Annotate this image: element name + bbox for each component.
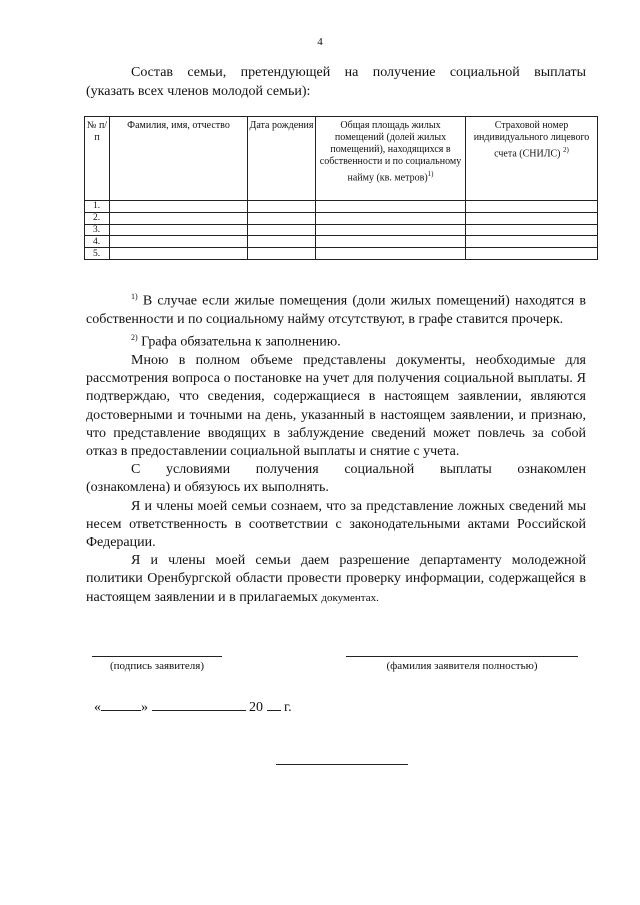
footnote-1-text: В случае если жилые помещения (доли жилых помещений) находятся в собственности и по социальному найму отсутствуют, в графе ставится прочерк. [86,293,587,327]
cell-snils[interactable] [466,236,598,248]
paragraph-permission: Я и члены моей семьи даем разрешение департаменту молодежной политики Оренбургской области провести проверку информации, содержащейся в настоящем заявлении и в прилагаемых документах. [86,553,586,605]
date-line [94,698,292,716]
table-row [85,224,598,236]
cell-snils[interactable] [466,248,598,260]
cell-snils[interactable] [466,201,598,213]
cell-area[interactable] [316,201,466,213]
row-number: 2. [85,212,110,224]
paragraph-documents: Мною в полном объеме представлены документы, необходимые для рассмотрения вопроса о постановке на учет для получения социальной выплаты. Я подтверждаю, что сведения, содержащиеся в настоящем заявлении, являются достоверными и точными на день, указанный в настоящем заявлении, и признаю, что представление вводящих в заблуждение сведений может повлечь за собой отказ в предоставлении социальной выплаты и снятие с учета. [86,352,586,459]
table-row [85,248,598,260]
table-row [85,201,598,213]
cell-area[interactable] [316,236,466,248]
cell-name[interactable] [110,224,248,236]
paragraph-conditions-line-1: С условиями получения социальной выплаты ознакомлен [131,462,586,478]
page-number: 4 [317,36,323,48]
header-dob: Дата рождения [248,117,316,201]
table-row [85,236,598,248]
row-number: 3. [85,224,110,236]
footnote-2-text: Графа обязательна к заполнению. [141,334,341,350]
row-number: 4. [85,236,110,248]
family-members-table [84,116,598,260]
header-name: Фамилия, имя, отчество [110,117,248,201]
cell-dob[interactable] [248,224,316,236]
date-year-prefix: 20 [249,700,263,715]
date-open-quote: « [94,700,101,715]
header-area: Общая площадь жилых помещений (долей жилых помещений), находящихся в собственности и по социальному найму (кв. метров)$^{1)}$ [316,117,466,201]
cell-name[interactable] [110,236,248,248]
paragraph-permission-tail: документах. [321,591,379,604]
day-blank[interactable] [101,698,141,711]
cell-dob[interactable] [248,201,316,213]
cell-area[interactable] [316,212,466,224]
row-number: 5. [85,248,110,260]
paragraph-responsibility: Я и члены моей семьи сознаем, что за представление ложных сведений мы несем ответственность в соответствии с законодательными актами Российской Федерации. [86,498,586,550]
cell-snils[interactable] [466,212,598,224]
footnote-1 [86,288,586,329]
footnote-ref-2: 2) [563,146,569,154]
cell-dob[interactable] [248,212,316,224]
month-blank[interactable] [152,698,246,711]
date-close-quote: » [141,700,148,715]
cell-name[interactable] [110,212,248,224]
cell-name[interactable] [110,248,248,260]
signature-caption: (подпись заявителя) [109,660,205,672]
year-blank[interactable] [267,698,281,711]
official-signature-line[interactable] [276,764,408,765]
cell-area[interactable] [316,224,466,236]
full-name-caption: (фамилия заявителя полностью) [386,660,538,672]
cell-dob[interactable] [248,236,316,248]
date-year-suffix: г. [284,700,292,715]
heading-line-1: Состав семьи, претендующей на получение социальной выплаты [131,65,586,80]
footnote-1-mark: 1) [131,292,138,301]
footnote-2 [86,329,586,352]
signature-line[interactable] [92,656,222,657]
document-body [86,288,586,607]
cell-dob[interactable] [248,248,316,260]
cell-area[interactable] [316,248,466,260]
header-num: № п/п [85,117,110,201]
heading-line-2: (указать всех членов молодой семьи): [86,84,311,99]
footnote-2-mark: 2) [131,333,138,343]
header-snils: Страховой номер индивидуального лицевого счета (СНИЛС) $^{2)}$ [466,117,598,201]
row-number: 1. [85,201,110,213]
cell-name[interactable] [110,201,248,213]
footnote-ref-1: 1) [427,170,434,178]
paragraph-conditions-line-2: (ознакомлена) и обязуюсь их выполнять. [86,480,329,496]
full-name-line[interactable] [346,656,578,657]
family-composition-heading [86,63,586,101]
cell-snils[interactable] [466,224,598,236]
table-row [85,212,598,224]
table-header-row [85,117,598,201]
